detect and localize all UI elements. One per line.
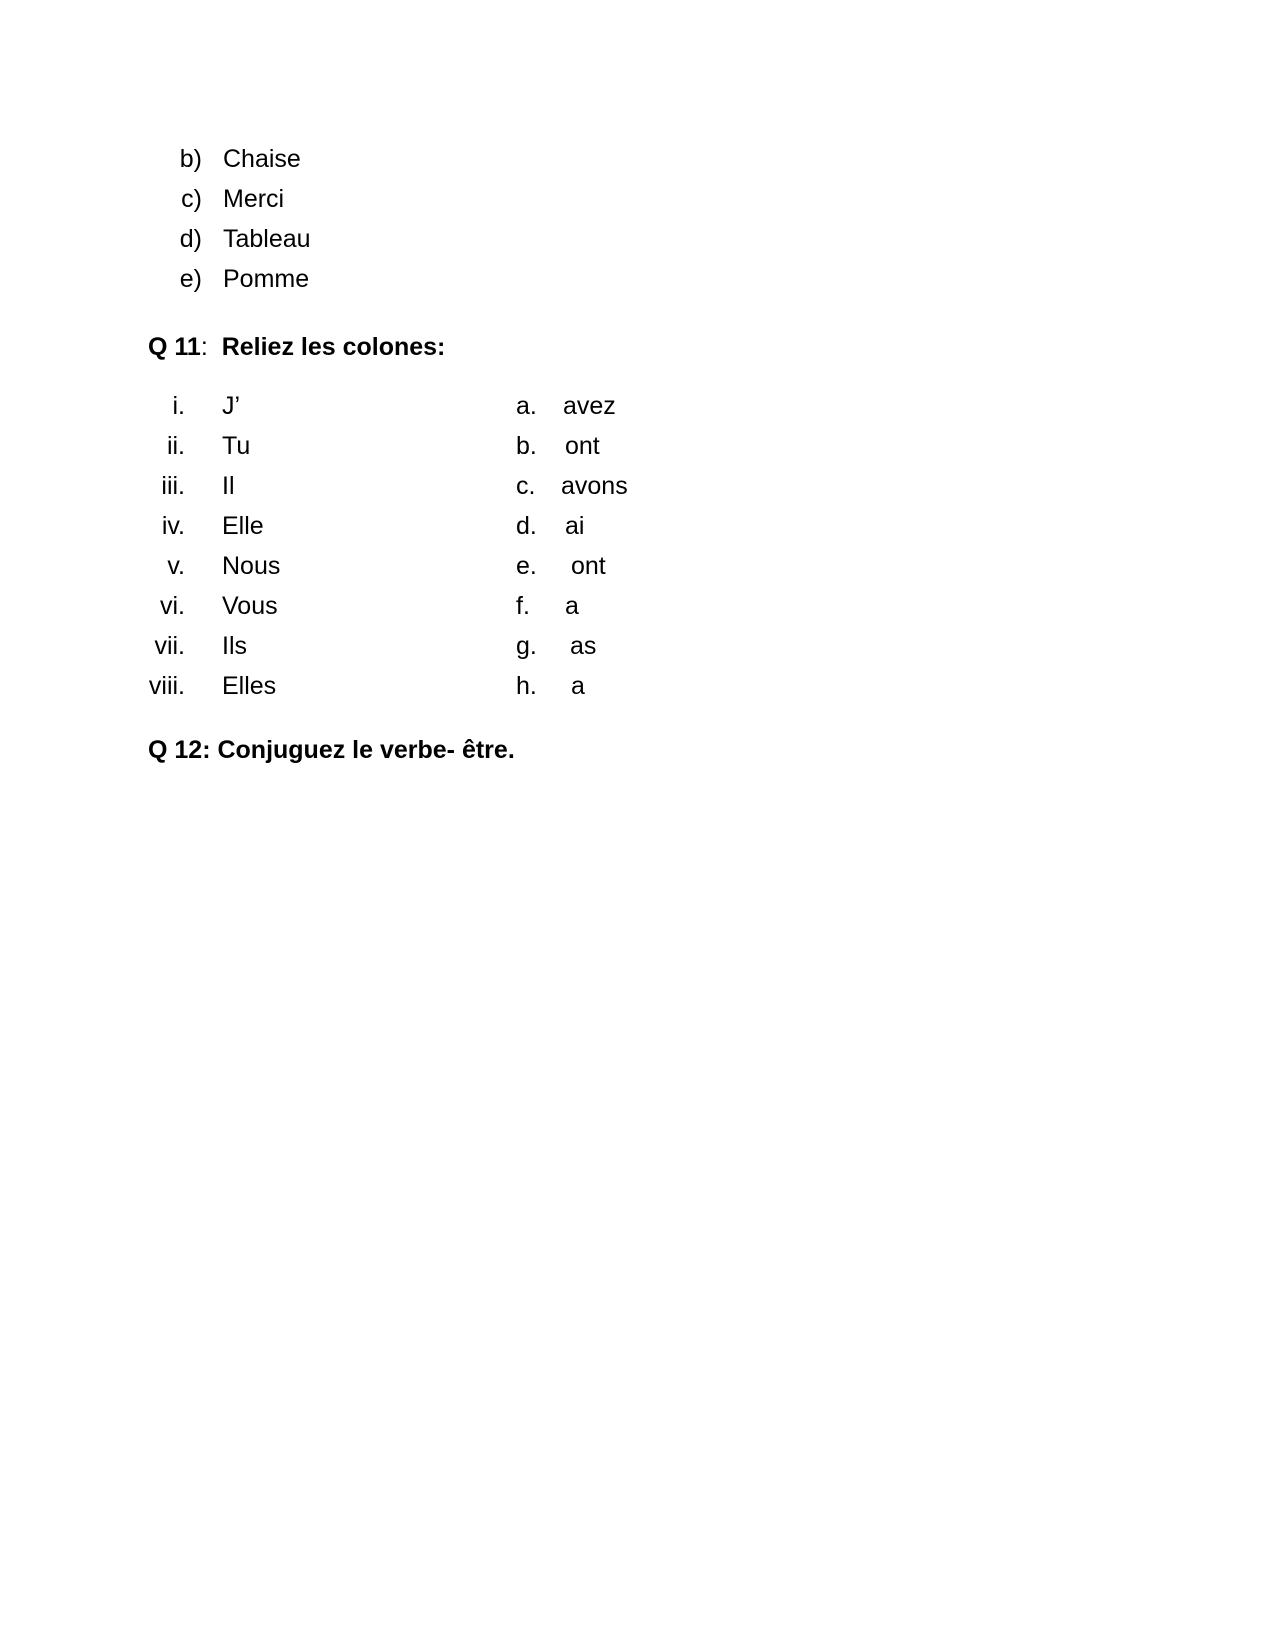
- list-marker: e): [179, 265, 202, 293]
- pronoun: Elle: [222, 512, 264, 540]
- list-item: Merci: [223, 185, 285, 213]
- list-item: Pomme: [223, 265, 310, 293]
- option-letter: f.: [516, 592, 530, 620]
- verb-form: avez: [563, 392, 616, 420]
- question-12-heading: Q 12: Conjuguez le verbe- être.: [148, 736, 515, 764]
- option-letter: d.: [516, 512, 537, 540]
- roman-numeral: vii.: [154, 632, 185, 660]
- verb-form: avons: [561, 472, 628, 500]
- pronoun: Vous: [222, 592, 278, 620]
- option-letter: b.: [516, 432, 537, 460]
- question-number: Q 11: [148, 333, 201, 361]
- roman-numeral: iv.: [161, 512, 185, 540]
- question-separator: :: [200, 333, 208, 361]
- question-title: Reliez les colones:: [221, 333, 446, 361]
- verb-form: ont: [571, 552, 606, 580]
- option-letter: c.: [516, 472, 536, 500]
- option-letter: h.: [516, 672, 537, 700]
- option-letter: a.: [516, 392, 537, 420]
- pronoun: Ils: [222, 632, 247, 660]
- option-letter: e.: [516, 552, 537, 580]
- verb-form: a: [565, 592, 579, 620]
- roman-numeral: viii.: [148, 672, 185, 700]
- verb-form: as: [570, 632, 597, 660]
- verb-form: a: [571, 672, 585, 700]
- roman-numeral: i.: [172, 392, 185, 420]
- verb-form: ont: [565, 432, 600, 460]
- question-11-heading: [148, 332, 445, 362]
- list-marker: b): [179, 145, 202, 173]
- pronoun: Il: [222, 472, 235, 500]
- roman-numeral: iii.: [161, 472, 185, 500]
- list-marker: c): [181, 185, 202, 213]
- list-item: Tableau: [223, 225, 311, 253]
- roman-numeral: vi.: [160, 592, 185, 620]
- pronoun: J’: [222, 392, 241, 420]
- verb-form: ai: [565, 512, 585, 540]
- list-marker: d): [179, 225, 202, 253]
- pronoun: Tu: [222, 432, 251, 460]
- roman-numeral: v.: [167, 552, 185, 580]
- pronoun: Elles: [222, 672, 277, 700]
- option-letter: g.: [516, 632, 537, 660]
- list-item: Chaise: [223, 145, 301, 173]
- roman-numeral: ii.: [166, 432, 185, 460]
- pronoun: Nous: [222, 552, 281, 580]
